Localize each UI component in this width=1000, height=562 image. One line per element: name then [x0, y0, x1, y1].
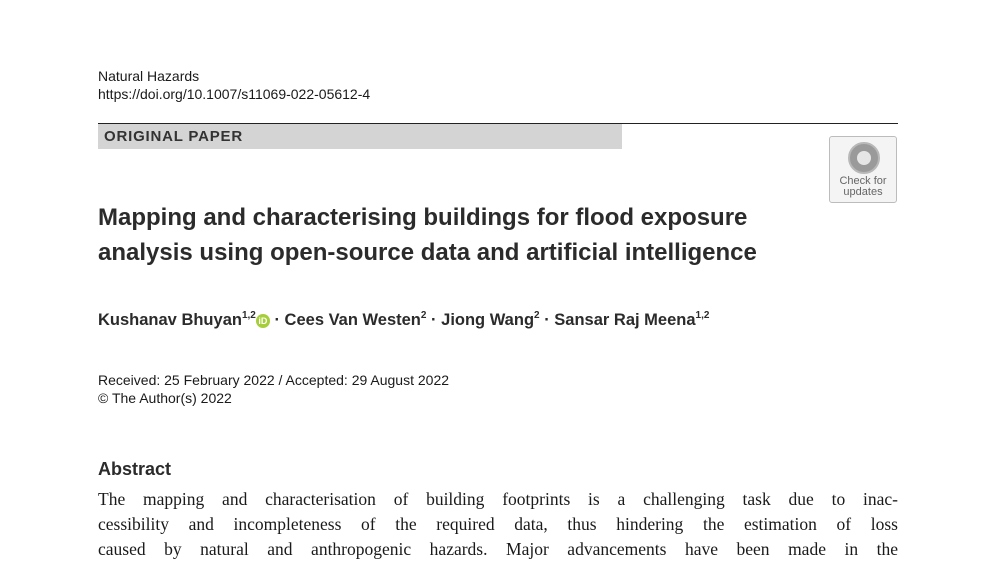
journal-name: Natural Hazards [98, 68, 200, 84]
author-list [98, 310, 709, 330]
received-accepted: Received: 25 February 2022 / Accepted: 29 August 2022 [98, 372, 450, 388]
author-separator: · [431, 311, 437, 329]
abstract-text [98, 487, 898, 562]
paper-title: Mapping and characterising buildings for flood exposure analysis using open-source data and artificial intelligence [98, 204, 757, 266]
publication-dates [98, 371, 449, 407]
abstract-line: The mapping and characterisation of building footprints is a challenging task due to inac- [98, 489, 898, 509]
check-for-updates-button[interactable] [829, 136, 897, 203]
author-affiliation: 2 [534, 310, 540, 321]
author-name: Kushanav Bhuyan [98, 311, 242, 329]
crossmark-icon [848, 142, 880, 174]
author-separator: · [274, 311, 280, 329]
abstract-line: cessibility and incompleteness of the required data, thus hindering the estimation of loss [98, 514, 898, 534]
abstract-line: caused by natural and anthropogenic hazards. Major advancements have been made in the [98, 539, 898, 559]
copyright: © The Author(s) 2022 [98, 390, 232, 406]
doi-link[interactable]: https://doi.org/10.1007/s11069-022-05612-4 [98, 86, 371, 102]
author-affiliation: 1,2 [695, 310, 710, 321]
author-affiliation: 2 [420, 310, 427, 321]
author-separator: · [544, 311, 550, 329]
article-type-bar [98, 124, 622, 149]
author-name: Sansar Raj Meena [554, 311, 696, 329]
abstract-heading: Abstract [98, 459, 172, 479]
author-name: Jiong Wang [441, 311, 535, 329]
author-name: Cees Van Westen [284, 311, 421, 329]
journal-header [98, 67, 370, 103]
check-updates-label: Check for updates [839, 175, 887, 198]
article-type: ORIGINAL PAPER [104, 128, 243, 145]
orcid-icon[interactable]: iD [256, 314, 270, 328]
author-affiliation: 1,2 [241, 310, 256, 321]
